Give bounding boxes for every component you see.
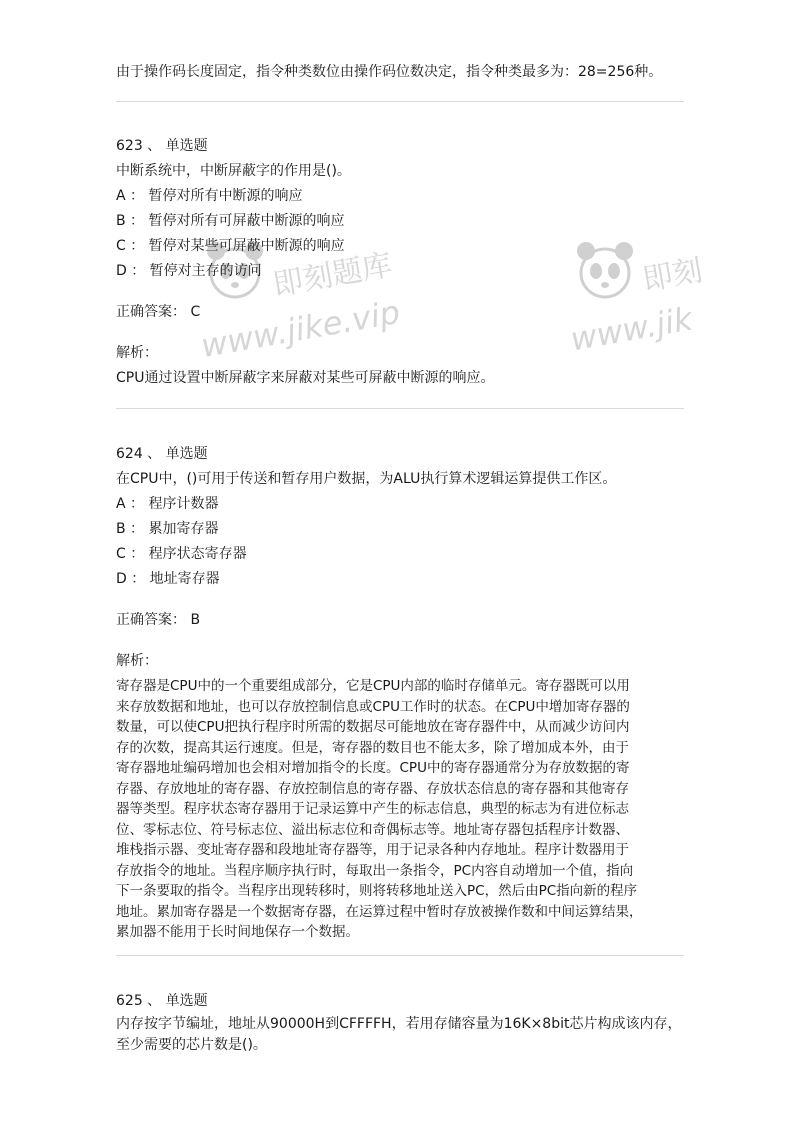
- option-c[interactable]: C ： 暂停对某些可屏蔽中断源的响应: [116, 238, 345, 254]
- correct-answer: 正确答案： B: [116, 612, 201, 628]
- option-d[interactable]: D ： 暂停对主存的访问: [116, 263, 262, 279]
- analysis-text: CPU通过设置中断屏蔽字来屏蔽对某些可屏蔽中断源的响应。: [116, 370, 495, 386]
- option-c[interactable]: C ： 程序状态寄存器: [116, 546, 247, 562]
- question-stem: 在CPU中，()可用于传送和暂存用户数据，为ALU执行算术逻辑运算提供工作区。: [116, 471, 617, 487]
- option-a[interactable]: A ： 程序计数器: [116, 496, 219, 512]
- analysis-line: 累加器不能用于长时间地保存一个数据。: [116, 924, 359, 940]
- question-stem-line: 至少需要的芯片数是()。: [116, 1036, 267, 1053]
- analysis-label: 解析：: [116, 653, 158, 669]
- analysis-line: 存的次数，提高其运行速度。但是，寄存器的数目也不能太多，除了增加成本外，由于: [116, 739, 629, 756]
- divider: [116, 101, 684, 102]
- question-header: 624 、 单选题: [116, 446, 208, 462]
- watermark-right: [567, 230, 800, 380]
- option-a[interactable]: A ： 暂停对所有中断源的响应: [116, 188, 303, 204]
- analysis-line: 寄存器是CPU中的一个重要组成部分，它是CPU内部的临时存储单元。寄存器既可以用: [116, 678, 630, 694]
- analysis-text: [116, 676, 686, 943]
- analysis-line: 地址。累加寄存器是一个数据寄存器，在运算过程中暂时存放被操作数和中间运算结果，: [116, 903, 643, 920]
- question-stem: 中断系统中，中断屏蔽字的作用是()。: [116, 163, 351, 179]
- analysis-line: 堆栈指示器、变址寄存器和段地址寄存器等，用于记录各种内存地址。程序计数器用于: [116, 842, 629, 858]
- analysis-line: 位、零标志位、符号标志位、溢出标志位和奇偶标志等。地址寄存器包括程序计数器、: [116, 821, 629, 838]
- watermark-url: www.jik: [567, 299, 696, 359]
- analysis-line: 寄存器地址编码增加也会相对增加指令的长度。CPU中的寄存器通常分为存放数据的寄: [116, 760, 630, 776]
- panda-logo-icon: [570, 235, 640, 305]
- watermark-brand-cn: 即刻题库: [270, 247, 395, 304]
- analysis-line: 器等类型。程序状态寄存器用于记录运算中产生的标志信息，典型的标志为有进位标志: [116, 801, 629, 817]
- divider: [116, 408, 684, 409]
- analysis-line: 存放指令的地址。当程序顺序执行时，每取出一条指令，PC内容自动增加一个值，指向: [116, 862, 634, 879]
- divider: [116, 955, 684, 956]
- question-stem-line: 内存按字节编址，地址从90000H到CFFFFH，若用存储容量为16K×8bit芯片构成该内存，: [116, 1016, 682, 1032]
- option-d[interactable]: D ： 地址寄存器: [116, 571, 220, 587]
- analysis-line: 下一条要取的指令。当程序出现转移时，则将转移地址送入PC，然后由PC指向新的程序: [116, 883, 638, 899]
- top-note: 由于操作码长度固定，指令种类数位由操作码位数决定，指令种类最多为：28=256种。: [116, 64, 663, 80]
- analysis-line: 存器、存放地址的寄存器、存放控制信息的寄存器、存放状态信息的寄存器和其他寄存: [116, 780, 629, 797]
- option-b[interactable]: B ： 暂停对所有可屏蔽中断源的响应: [116, 213, 345, 229]
- question-header: 625 、 单选题: [116, 993, 208, 1009]
- analysis-line: 数量，可以使CPU把执行程序时所需的数据尽可能地放在寄存器件中，从而减少访问内: [116, 719, 630, 735]
- analysis-line: 来存放数据和地址，也可以存放控制信息或CPU工作时的状态。在CPU中增加寄存器的: [116, 698, 630, 715]
- question-stem: [116, 1014, 686, 1055]
- watermark-brand-cn: 即刻: [640, 253, 706, 298]
- option-b[interactable]: B ： 累加寄存器: [116, 521, 219, 537]
- watermark-url: www.jike.vip: [198, 292, 403, 366]
- correct-answer: 正确答案： C: [116, 304, 201, 320]
- analysis-label: 解析：: [116, 345, 158, 361]
- question-header: 623 、 单选题: [116, 138, 208, 154]
